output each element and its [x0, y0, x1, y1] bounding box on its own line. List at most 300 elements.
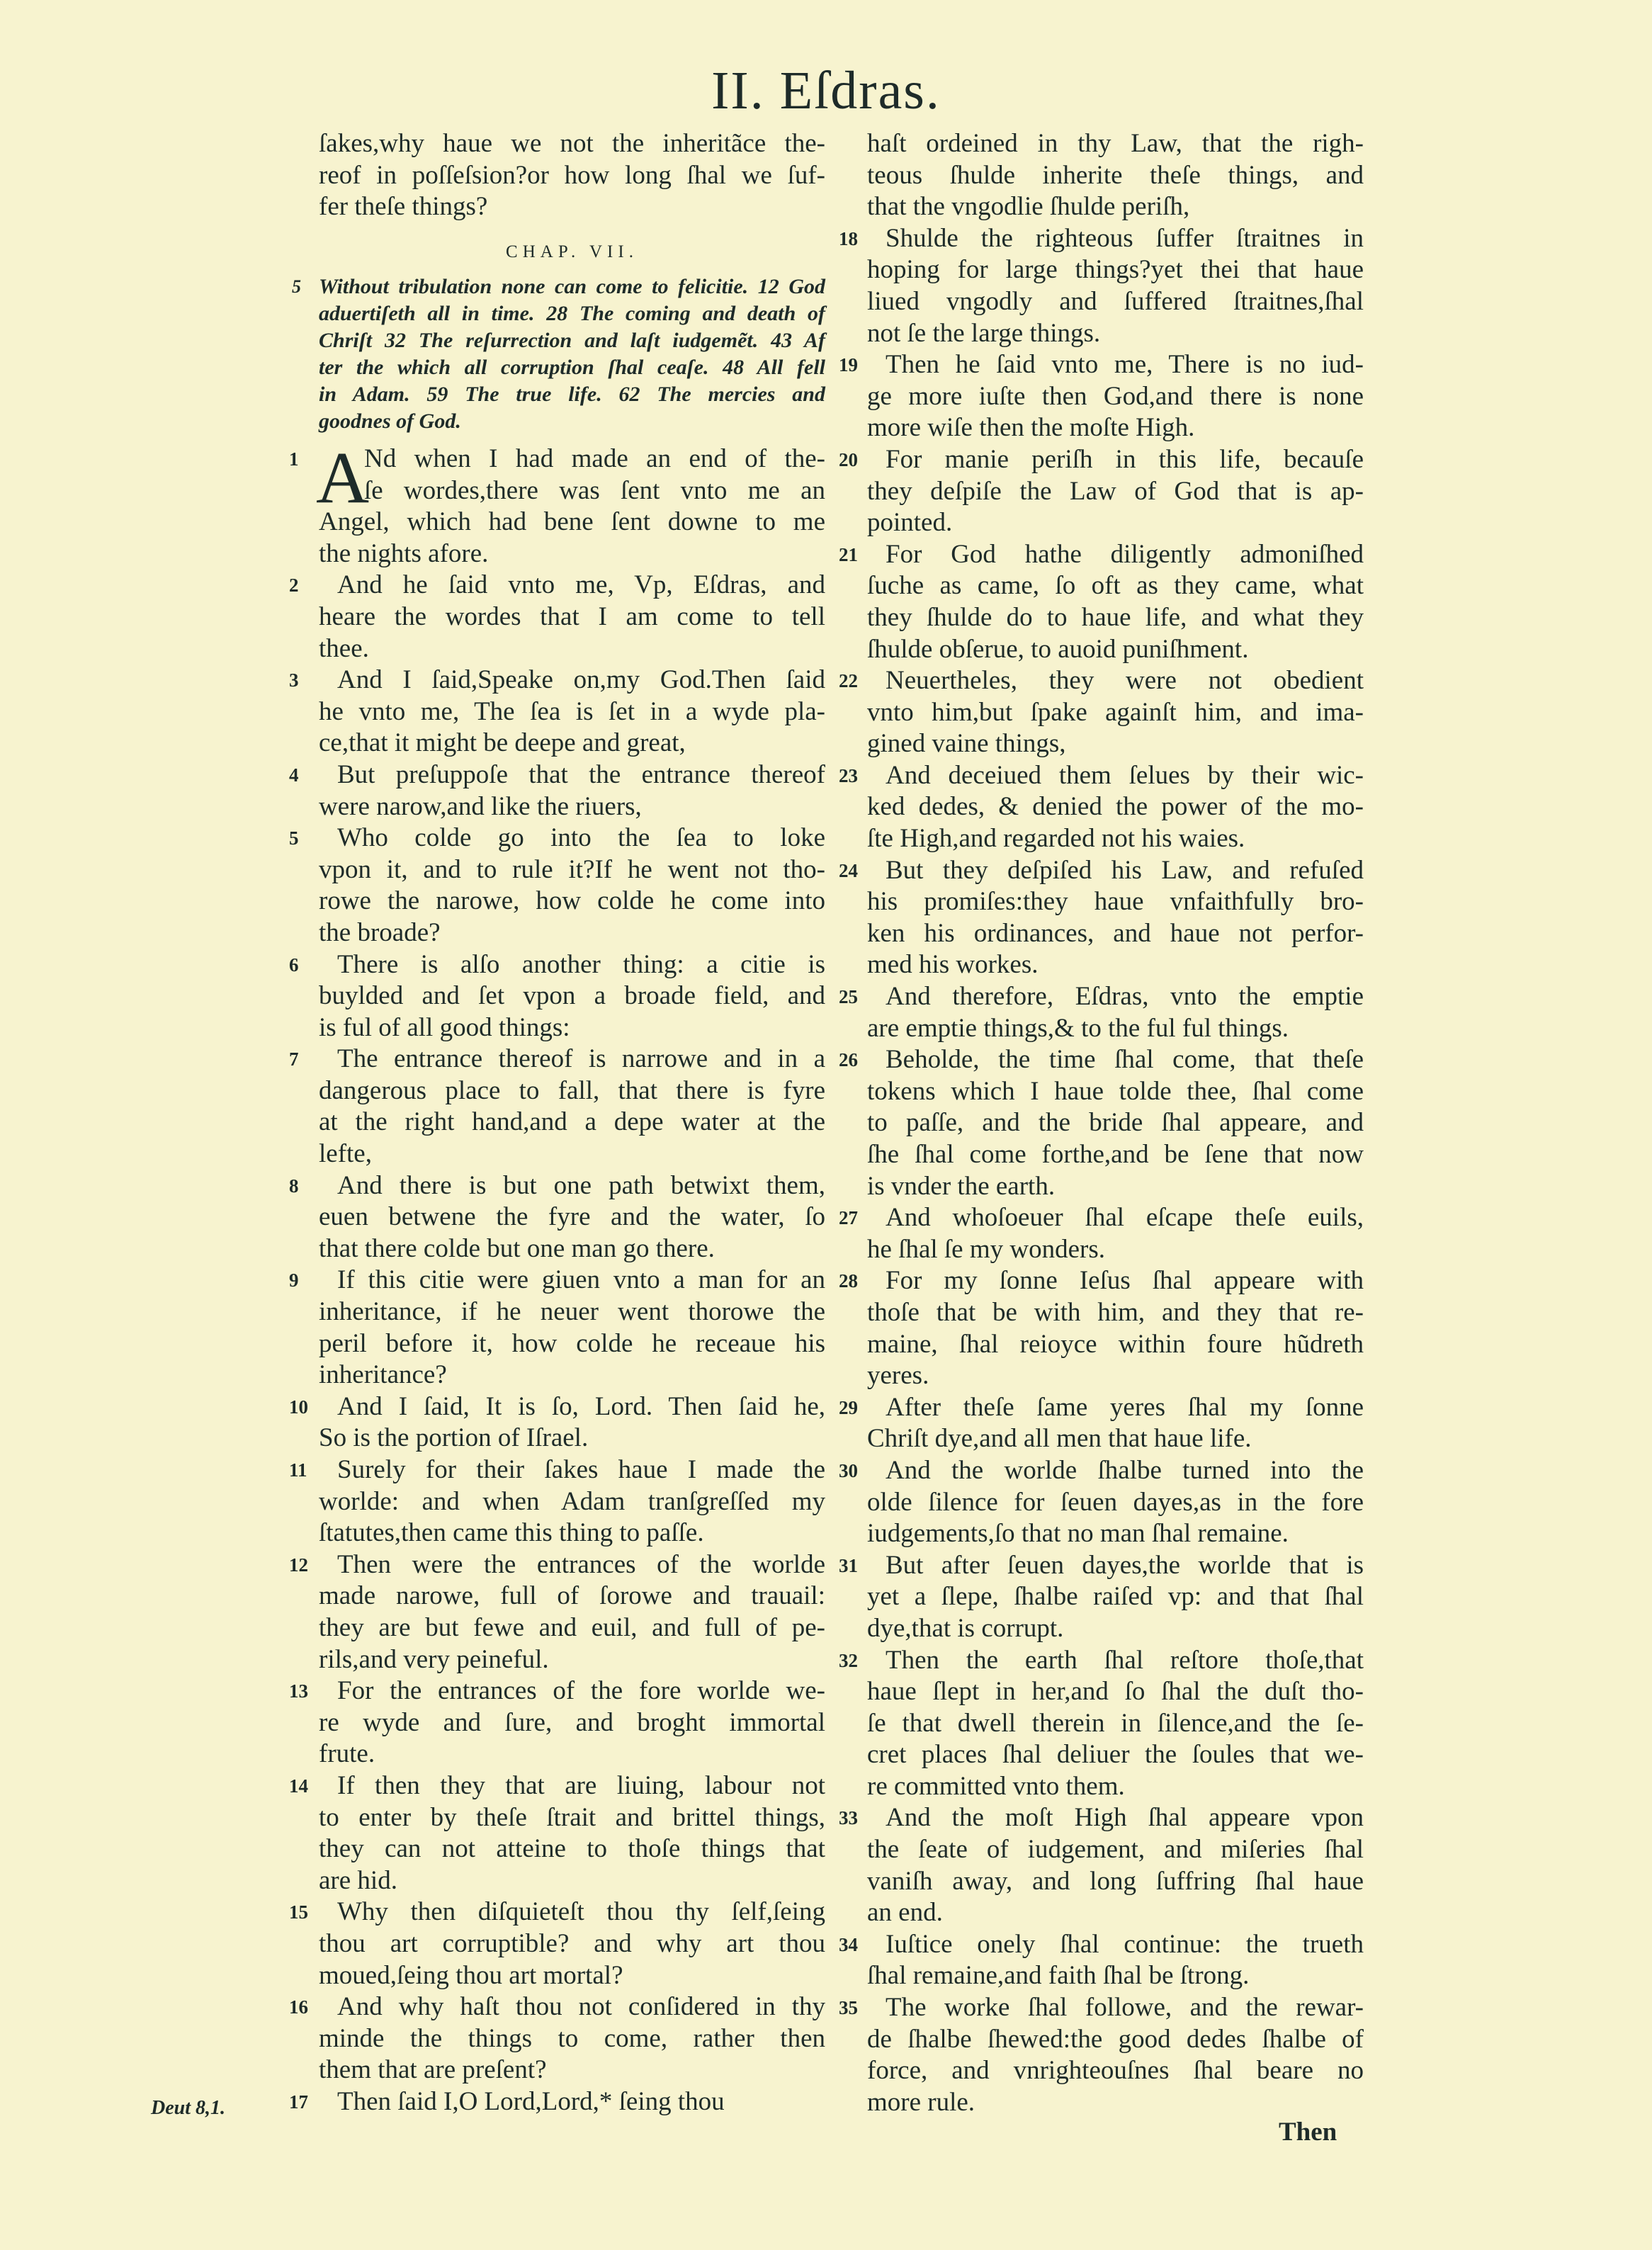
verse-line	[289, 1170, 825, 1202]
verse	[289, 822, 825, 949]
verse	[289, 570, 825, 665]
verse-line	[867, 476, 1364, 508]
verse-text: Iuſtice onely ſhal continue: the trueth	[886, 1929, 1364, 1959]
verse-text: are hid.	[319, 1865, 397, 1895]
verse-text: Who colde go into the ſea to loke	[337, 823, 825, 853]
verse-text: The entrance thereof is narrowe and in a	[337, 1044, 825, 1074]
verse-text: the broade?	[319, 917, 441, 947]
verse-line	[319, 1928, 825, 1960]
verse-line	[867, 1739, 1364, 1771]
continued-text-block	[319, 128, 825, 223]
verse-line	[319, 791, 825, 823]
verse-line	[867, 1866, 1364, 1898]
verse-line	[289, 1391, 825, 1423]
verse-line	[839, 1202, 1364, 1234]
verse	[839, 223, 1364, 349]
verse-line	[867, 1329, 1364, 1361]
verse-text: them that are preſent?	[319, 2055, 547, 2085]
verse-text: more rule.	[867, 2087, 975, 2117]
verse-line	[867, 1076, 1364, 1108]
verse-line	[839, 1929, 1364, 1961]
verse	[839, 981, 1364, 1044]
verse-line	[867, 1107, 1364, 1139]
verse-line	[867, 570, 1364, 602]
verse-line	[289, 949, 825, 981]
verse-text: tokens which I haue tolde thee, ſhal come	[867, 1076, 1364, 1106]
verse	[839, 1455, 1364, 1550]
verse-text: ked dedes, & denied the power of the mo-	[867, 792, 1364, 822]
margin-cross-reference: Deut 8,1.	[151, 2097, 225, 2119]
verse-line	[867, 160, 1364, 192]
verse-line	[289, 1770, 825, 1802]
verse-text: Then were the entrances of the worlde	[337, 1549, 825, 1579]
verse	[839, 1044, 1364, 1202]
verse	[289, 1770, 825, 1896]
verse-text: Then the earth ſhal reſtore thoſe,that	[886, 1645, 1364, 1675]
verse-line	[319, 886, 825, 917]
verse-text: ſhulde obſerue, to auoid puniſhment.	[867, 634, 1249, 664]
verse-line	[319, 1486, 825, 1518]
verse-line	[839, 1265, 1364, 1297]
verse-line	[867, 697, 1364, 729]
verse-text: dye,that is corrupt.	[867, 1613, 1064, 1643]
verse-line	[839, 855, 1364, 887]
verse-line	[867, 1518, 1364, 1550]
verse-text: And there is but one path betwixt them,	[337, 1170, 825, 1200]
summary-verse-marker: 5	[292, 276, 301, 297]
verse-line	[867, 318, 1364, 350]
verse	[839, 855, 1364, 981]
verse	[839, 1265, 1364, 1391]
verse-line	[839, 539, 1364, 571]
verse-text: were narow,and like the riuers,	[319, 791, 642, 821]
verse-number: 2	[289, 575, 299, 597]
verse-text: to paſſe, and the bride ſhal appeare, and	[867, 1108, 1364, 1138]
verse-number: 33	[839, 1807, 858, 1829]
verse	[839, 760, 1364, 855]
summary-line: Without tribulation none can come to felicitie. 12 God	[319, 275, 825, 298]
verse	[289, 1896, 825, 1991]
verse-line	[289, 1454, 825, 1486]
verse-number: 13	[289, 1680, 308, 1702]
verse-line	[319, 696, 825, 728]
verse-text: thoſe that be with him, and they that re-	[867, 1297, 1364, 1327]
summary-line: in Adam. 59 The true life. 62 The mercies and	[319, 383, 825, 406]
verse-line	[867, 791, 1364, 823]
verse-text: worlde: and when Adam tranſgreſſed my	[319, 1486, 825, 1516]
verse-text: And deceiued them ſelues by their wic-	[886, 760, 1364, 790]
verse-text: the ſeate of iudgement, and miſeries ſhal	[867, 1835, 1364, 1865]
verse-text: Chriſt dye,and all men that haue life.	[867, 1424, 1252, 1454]
verse	[839, 1992, 1364, 2118]
verse-text: And I ſaid,Speake on,my God.Then ſaid	[337, 665, 825, 695]
verse-line	[319, 1296, 825, 1328]
verse-line	[319, 1202, 825, 1233]
verse-text: to enter by theſe ſtrait and brittel things,	[319, 1802, 825, 1832]
verse-number: 16	[289, 1996, 308, 2018]
verse-line	[319, 1707, 825, 1739]
verse	[839, 1550, 1364, 1645]
verse-text: buylded and ſet vpon a broade field, and	[319, 981, 825, 1011]
verse-text: dangerous place to fall, that there is fyre	[319, 1075, 825, 1105]
summary-line: Chriſt 32 The reſurrection and laſt iudgemẽt. 43 Af	[319, 329, 825, 352]
verse-text: euen betwene the fyre and the water, ſo	[319, 1202, 825, 1232]
verse-line	[319, 854, 825, 886]
verse-text: maine, ſhal reioyce within foure hũdreth	[867, 1329, 1364, 1359]
verse-text: So is the portion of Iſrael.	[319, 1423, 589, 1453]
verse-line	[319, 1644, 825, 1676]
verse	[289, 1391, 825, 1454]
verse-text: haue ſlept in her,and ſo ſhal the duſt tho-	[867, 1677, 1364, 1707]
verse-text: The worke ſhal followe, and the rewar-	[886, 1993, 1364, 2023]
verse-number: 4	[289, 764, 299, 786]
verse-text: force, and vnrighteouſnes ſhal beare no	[867, 2056, 1364, 2086]
verse-text: ſe that dwell therein in ſilence,and the ſe-	[867, 1708, 1364, 1738]
verse-line	[839, 1992, 1364, 2024]
verse-number: 30	[839, 1459, 858, 1481]
verse-line	[867, 1613, 1364, 1645]
text-line: reof in poſſeſsion?or how long ſhal we ſuf-	[319, 160, 825, 190]
verse-line	[319, 1833, 825, 1865]
verse-text: iudgements,ſo that no man ſhal remaine.	[867, 1519, 1289, 1549]
verse-number: 12	[289, 1554, 308, 1576]
left-column-verses	[289, 437, 825, 2118]
verse-number: 34	[839, 1933, 858, 1955]
verse-number: 15	[289, 1901, 308, 1923]
verse-text: rowe the narowe, how colde he come into	[319, 886, 825, 916]
verse-line	[319, 507, 825, 538]
text-line: ſakes,why haue we not the inheritãce the-	[319, 129, 825, 158]
verse-text: thou art corruptible? and why art thou	[319, 1928, 825, 1958]
verse-text: vpon it, and to rule it?If he went not tho-	[319, 854, 825, 884]
verse-text: yet a ſlepe, ſhalbe raiſed vp: and that ſhal	[867, 1582, 1364, 1612]
verse-line	[867, 191, 1364, 223]
verse-line	[319, 2054, 825, 2086]
verse-line	[867, 1708, 1364, 1740]
catchword: Then	[1279, 2118, 1337, 2147]
verse-text: liued vngodly and ſuffered ſtraitnes,ſhal	[867, 286, 1364, 316]
verse-text: lefte,	[319, 1139, 372, 1169]
verse-line	[289, 665, 825, 696]
verse-text: Angel, which had bene ſent downe to me	[319, 507, 825, 537]
verse	[839, 1929, 1364, 1992]
verse-number: 25	[839, 986, 858, 1008]
verse-text: And he ſaid vnto me, Vp, Eſdras, and	[337, 570, 825, 600]
verse-line	[867, 507, 1364, 539]
verse-number: 8	[289, 1175, 299, 1197]
verse-text: Then he ſaid vnto me, There is no iud-	[886, 350, 1364, 380]
verse-text: med his workes.	[867, 950, 1039, 980]
verse-line	[839, 981, 1364, 1013]
verse-line	[867, 949, 1364, 981]
verse	[289, 1454, 825, 1549]
verse-line	[289, 1675, 825, 1707]
verse-text: And I ſaid, It is ſo, Lord. Then ſaid he,	[337, 1391, 825, 1421]
verse-line	[867, 886, 1364, 918]
verse-line	[289, 1549, 825, 1581]
verse-text: ken his ordinances, and haue not perfor-	[867, 918, 1364, 948]
verse-text: gined vaine things,	[867, 729, 1066, 759]
verse	[289, 1265, 825, 1391]
verse-number: 32	[839, 1649, 858, 1671]
verse-line	[319, 633, 825, 665]
verse-text: haſt ordeined in thy Law, that the righ-	[867, 129, 1364, 158]
verse	[839, 539, 1364, 665]
verse-line	[839, 760, 1364, 792]
verse-text: olde ſilence for ſeuen dayes,as in the fore	[867, 1487, 1364, 1517]
verse-line	[867, 1013, 1364, 1045]
verse-text: And whoſoeuer ſhal eſcape theſe euils,	[886, 1203, 1364, 1233]
verse-number: 22	[839, 670, 858, 692]
verse-text: Surely for their ſakes haue I made the	[337, 1455, 825, 1484]
verse-text: his promiſes:they haue vnfaithfully bro-	[867, 887, 1364, 917]
verse-text: And therefore, Eſdras, vnto the emptie	[886, 982, 1364, 1012]
verse-number: 14	[289, 1775, 308, 1797]
verse-text: that there colde but one man go there.	[319, 1233, 715, 1263]
verse-line	[867, 1487, 1364, 1519]
verse-line	[867, 1360, 1364, 1392]
verse-line	[867, 1676, 1364, 1708]
summary-line: ter the which all corruption ſhal ceaſe. 48 All fell	[319, 356, 825, 379]
verse-text: And the worlde ſhalbe turned into the	[886, 1455, 1364, 1485]
verse-text: are emptie things,& to the ful ful things.	[867, 1013, 1289, 1043]
verse-line	[867, 381, 1364, 413]
verse-text: For the entrances of the fore worlde we-	[337, 1676, 825, 1706]
verse	[839, 1202, 1364, 1265]
verse-text: an end.	[867, 1898, 943, 1928]
verse-text: Neuertheles, they were not obedient	[886, 666, 1364, 696]
verse-number: 19	[839, 354, 858, 376]
verse-line	[839, 349, 1364, 381]
verse-text: he vnto me, The ſea is ſet in a wyde pla-	[319, 696, 825, 726]
verse-line	[319, 1233, 825, 1265]
text-line: fer theſe things?	[319, 192, 488, 222]
verse-number: 24	[839, 859, 858, 881]
verse-line	[319, 1865, 825, 1897]
verse-line	[839, 665, 1364, 697]
verse-text: yeres.	[867, 1361, 929, 1391]
verse	[839, 349, 1364, 444]
verse-text: frute.	[319, 1739, 375, 1769]
verse-text: re committed vnto them.	[867, 1771, 1125, 1801]
verse	[839, 1802, 1364, 1928]
verse-text: they ſhulde do to haue life, and what they	[867, 602, 1364, 632]
verse	[289, 949, 825, 1044]
verse-line	[319, 1359, 825, 1391]
verse-line	[867, 1960, 1364, 1992]
summary-line: aduertiſeth all in time. 28 The coming and death of	[319, 302, 825, 325]
verse-line	[867, 2024, 1364, 2056]
verse	[289, 1044, 825, 1170]
verse-text: the nights afore.	[319, 538, 489, 568]
verse-line	[319, 1423, 825, 1454]
verse-line	[867, 254, 1364, 286]
verse-text: inheritance?	[319, 1360, 447, 1390]
verse-line	[867, 728, 1364, 760]
verse-text: moued,ſeing thou art mortal?	[319, 1960, 623, 1990]
verse	[839, 665, 1364, 760]
verse-text: pointed.	[867, 508, 953, 538]
verse-line	[867, 1581, 1364, 1613]
verse	[867, 128, 1364, 223]
verse-text: Then ſaid I,O Lord,Lord,* ſeing thou	[337, 2086, 725, 2116]
verse-number: 6	[289, 954, 299, 976]
verse-text: vaniſh away, and long ſuffring ſhal haue	[867, 1866, 1364, 1896]
verse-number: 26	[839, 1049, 858, 1071]
verse-text: is vnder the earth.	[867, 1171, 1056, 1201]
verse-text: they are but fewe and euil, and full of pe-	[319, 1612, 825, 1642]
verse-line	[867, 286, 1364, 318]
verse-line	[289, 1265, 825, 1296]
verse-number: 29	[839, 1396, 858, 1418]
verse-text: re wyde and ſure, and broght immortal	[319, 1707, 825, 1737]
verse-line	[319, 1012, 825, 1044]
verse-text: ſe wordes,there was ſent vnto me an	[364, 475, 825, 505]
verse-text: After theſe ſame yeres ſhal my ſonne	[886, 1392, 1364, 1422]
verse-text: cret places ſhal deliuer the ſoules that we-	[867, 1740, 1364, 1770]
verse-text: vnto him,but ſpake againſt him, and ima-	[867, 697, 1364, 727]
verse-line	[867, 602, 1364, 634]
verse-text: For God hathe diligently admoniſhed	[886, 539, 1364, 569]
verse	[289, 1675, 825, 1770]
right-column-verses	[839, 128, 1364, 2118]
verse-line	[867, 128, 1364, 160]
verse-text: hoping for large things?yet thei that haue	[867, 255, 1364, 285]
verse	[289, 759, 825, 822]
verse-line	[839, 1455, 1364, 1487]
verse-text: more wiſe then the moſte High.	[867, 413, 1195, 443]
verse-text: And why haſt thou not conſidered in thy	[337, 1992, 825, 2022]
verse-line	[319, 1517, 825, 1549]
verse-number: 18	[839, 227, 858, 249]
verse-number: 17	[289, 2091, 308, 2113]
verse-line	[289, 1044, 825, 1075]
verse-line	[319, 475, 825, 507]
verse-text: And the moſt High ſhal appeare vpon	[886, 1803, 1364, 1833]
verse-line	[289, 759, 825, 791]
verse	[289, 1991, 825, 2086]
verse-text: ſuche as came, ſo oft as they came, what	[867, 571, 1364, 601]
verse-line	[319, 728, 825, 759]
verse-text: inheritance, if he neuer went thorowe the	[319, 1297, 825, 1327]
verse-text: ſtatutes,then came this thing to paſſe.	[319, 1518, 704, 1548]
verse-number: 5	[289, 827, 299, 849]
chapter-heading: CHAP. VII.	[506, 242, 638, 261]
verse-text: For manie periſh in this life, becauſe	[886, 444, 1364, 474]
verse-text: Beholde, the time ſhal come, that theſe	[886, 1045, 1364, 1075]
verse-number: 7	[289, 1048, 299, 1070]
verse-number: 27	[839, 1207, 858, 1229]
verse-text: But they deſpiſed his Law, and refuſed	[886, 855, 1364, 885]
verse-line	[319, 1581, 825, 1612]
verse-line	[867, 1834, 1364, 1866]
verse-line	[289, 822, 825, 854]
verse-line	[319, 1328, 825, 1360]
verse-text: Shulde the righteous ſuffer ſtraitnes in	[886, 223, 1364, 253]
verse-text: But preſuppoſe that the entrance thereof	[337, 759, 825, 789]
verse-text: teous ſhulde inherite theſe things, and	[867, 160, 1364, 190]
drop-cap-initial: A	[316, 437, 370, 519]
verse-text: ce,that it might be deepe and great,	[319, 728, 686, 758]
verse-text: There is alſo another thing: a citie is	[337, 949, 825, 979]
verse-text: is ful of all good things:	[319, 1012, 570, 1042]
verse-text: that the vngodlie ſhulde periſh,	[867, 192, 1190, 222]
verse	[839, 1392, 1364, 1455]
verse	[289, 1549, 825, 1675]
verse-text: But after ſeuen dayes,the worlde that is	[886, 1550, 1364, 1580]
verse-line	[839, 1392, 1364, 1424]
summary-line: goodnes of God.	[319, 409, 461, 433]
verse-line	[867, 1897, 1364, 1929]
verse-line	[867, 2087, 1364, 2119]
verse-number: 9	[289, 1270, 299, 1291]
verse-number: 1	[289, 448, 299, 470]
verse-line	[839, 1550, 1364, 1582]
chapter-summary	[319, 273, 825, 435]
verse-text: ge more iuſte then God,and there is none	[867, 381, 1364, 411]
verse-line	[319, 538, 825, 570]
verse-line	[839, 223, 1364, 255]
verse-text: he ſhal ſe my wonders.	[867, 1234, 1105, 1264]
verse-text: de ſhalbe ſhewed:the good dedes ſhalbe of	[867, 2024, 1364, 2054]
verse-line	[319, 1138, 825, 1170]
verse-number: 3	[289, 669, 299, 691]
verse-number: 28	[839, 1270, 858, 1292]
verse-text: peril before it, how colde he receaue his	[319, 1328, 825, 1358]
verse-text: Why then diſquieteſt thou thy ſelf,ſeing	[337, 1897, 825, 1927]
verse-line	[867, 1771, 1364, 1803]
verse	[289, 665, 825, 759]
verse-number: 31	[839, 1554, 858, 1576]
verse-line	[839, 1645, 1364, 1677]
verse-line	[839, 444, 1364, 476]
verse-text: ſte High,and regarded not his waies.	[867, 824, 1245, 854]
verse-line	[319, 1802, 825, 1834]
verse-number: 10	[289, 1396, 308, 1418]
verse-line	[867, 1171, 1364, 1203]
verse-number: 20	[839, 448, 858, 470]
verse-text: made narowe, full of ſorowe and trauail:	[319, 1581, 825, 1611]
verse-line	[319, 980, 825, 1012]
verse-number: 23	[839, 764, 858, 786]
verse-text: ſhal remaine,and faith ſhal be ſtrong.	[867, 1961, 1250, 1991]
verse-line	[867, 823, 1364, 855]
verse-text: Nd when I had made an end of the-	[364, 444, 825, 473]
verse	[289, 2086, 825, 2118]
verse-text: If this citie were giuen vnto a man for an	[337, 1265, 825, 1295]
verse-number: 11	[289, 1459, 307, 1481]
verse-line	[867, 1423, 1364, 1455]
verse	[839, 444, 1364, 539]
verse-text: If then they that are liuing, labour not	[337, 1770, 825, 1800]
verse	[289, 1170, 825, 1265]
verse-line	[867, 918, 1364, 950]
verse-line	[319, 1739, 825, 1770]
verse-line	[319, 1107, 825, 1138]
verse-line	[319, 1960, 825, 1992]
verse-text: not ſe the large things.	[867, 318, 1101, 348]
verse-number: 35	[839, 1997, 858, 2019]
verse-line	[867, 2055, 1364, 2087]
verse-text: minde the things to come, rather then	[319, 2023, 825, 2053]
verse-text: they deſpiſe the Law of God that is ap-	[867, 476, 1364, 506]
verse-line	[867, 1139, 1364, 1171]
verse-line	[867, 1297, 1364, 1329]
verse-text: they can not atteine to thoſe things that	[319, 1834, 825, 1864]
verse-line	[839, 1802, 1364, 1834]
verse-number: 21	[839, 543, 858, 565]
verse-line	[289, 2086, 825, 2118]
